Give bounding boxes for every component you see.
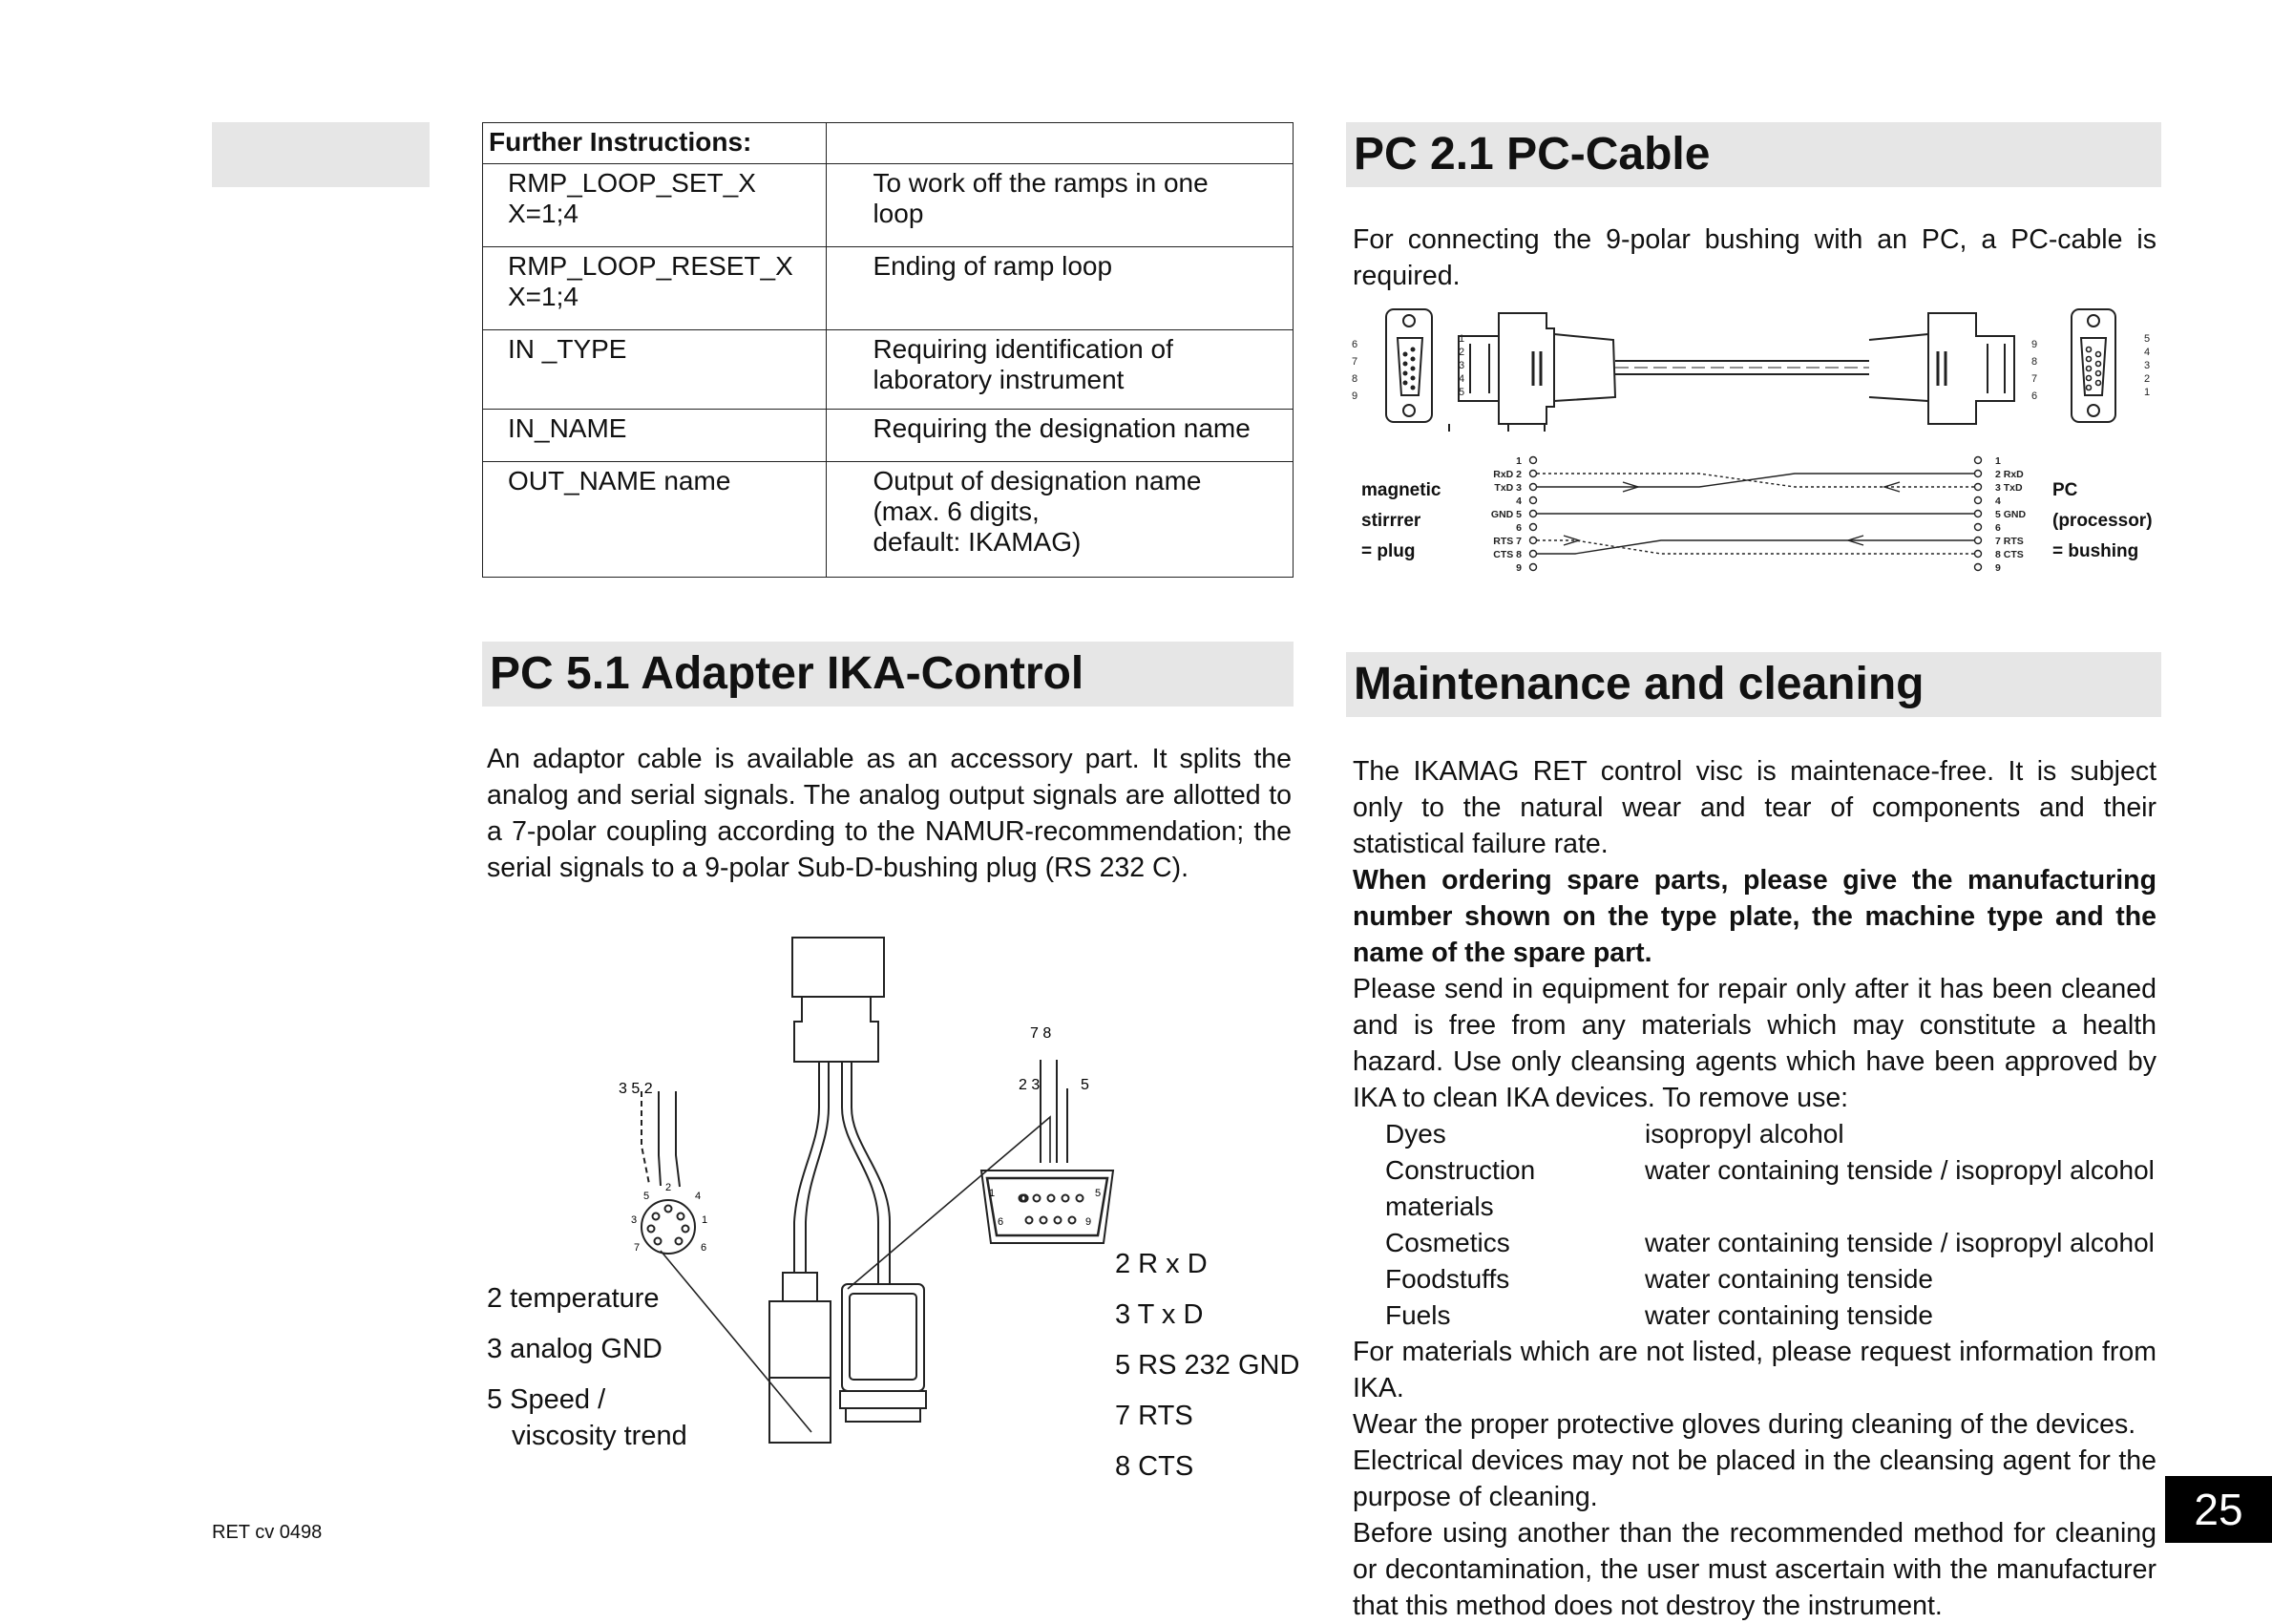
wiring-schematic [1470,453,2043,598]
pc-cable-heading: PC 2.1 PC-Cable [1346,122,2161,187]
left-pin: TxD 3 [1494,482,1522,494]
plug-label [1361,475,1441,567]
right-legend [1115,1239,1299,1492]
round-pin-2: 2 [665,1182,672,1193]
description-cell: To work off the ramps in one loop [827,164,1294,247]
material: Construction materials [1385,1155,1536,1221]
maintenance-paragraph: The IKAMAG RET control visc is maintenace-free. It is subject only to the natural wear and tear of components and their statistical failure rate. [1353,756,2156,859]
round-pin-5: 5 [643,1191,650,1202]
round-pin-labels: 3 5 2 [619,1081,653,1097]
cleaning-agent: water containing tenside / isopropyl alcohol [1645,1155,2155,1185]
round-pin-4: 4 [695,1191,702,1202]
maintenance-paragraph: Before using another than the recommended method for cleaning or decontamination, the user must ascertain with the manufacturer that this method does not destroy the instrument. [1353,1518,2156,1621]
plug-num: 3 [1459,360,1465,371]
description-cell: Output of designation name (max. 6 digits, default: IKAMAG) [827,462,1294,578]
left-pin: RxD 2 [1493,469,1522,480]
plug-num: 9 [1352,390,1358,402]
materials-list [1353,1116,2156,1334]
table-row [483,330,1294,410]
material: Dyes [1385,1119,1446,1149]
plug-label-line: = plug [1361,541,1416,561]
subd-pin-6: 6 [998,1216,1004,1228]
pc-cable-text: For connecting the 9-polar bushing with an PC, a PC-cable is required. [1353,224,2156,291]
list-item [1353,1225,2156,1261]
table-row [483,247,1294,330]
left-pin: CTS 8 [1493,549,1522,560]
maintenance-paragraph: Electrical devices may not be placed in the cleansing agent for the purpose of cleaning. [1353,1445,2156,1512]
subd-pin-9: 9 [1085,1216,1092,1228]
plug-num: 7 [1352,356,1358,368]
right-pin: 2 RxD [1995,469,2024,480]
left-pin: GND 5 [1490,509,1522,520]
right-pin: 6 [1995,522,2001,534]
cleaning-agent: water containing tenside / isopropyl alcohol [1645,1228,2155,1257]
plug-num: 8 [1352,373,1358,385]
plug-num: 7 [2031,373,2038,385]
plug-num: 4 [2144,347,2151,358]
right-pin: 9 [1995,562,2001,574]
material: Cosmetics [1385,1228,1510,1257]
right-pin: 7 RTS [1995,536,2024,547]
round-pin-7: 7 [634,1242,641,1254]
left-legend [487,1274,687,1454]
plug-num: 1 [1459,333,1465,345]
legend-item: 3 analog GND [487,1334,663,1364]
bushing-label-line: PC [2052,480,2078,500]
plug-num: 1 [2144,387,2151,398]
list-item [1353,1261,2156,1297]
legend-item: 5 Speed / [487,1384,606,1415]
list-item [1353,1116,2156,1152]
description-cell: Requiring identification of laboratory instrument [827,330,1294,410]
adapter-text: An adaptor cable is available as an accessory part. It splits the analog and serial signals. The analog output signals are allotted to a 7-polar coupling according to the NAMUR-recommendation; the serial signals to a 9-polar Sub-D-bushing plug (RS 232 C). [487,744,1292,883]
legend-item: 2 temperature [487,1283,660,1314]
left-pin: 6 [1516,522,1522,534]
plug-label-line: magnetic [1361,480,1441,500]
command-cell: RMP_LOOP_SET_X X=1;4 [483,164,827,247]
bushing-label-line: (processor) [2052,511,2153,531]
list-item [1353,1297,2156,1334]
right-pin: 4 [1995,496,2001,507]
legend-item: 2 R x D [1115,1249,1208,1279]
subd-pin-5: 5 [1095,1188,1102,1199]
plug-num: 5 [1459,387,1465,398]
table-header-empty [827,123,1294,164]
maintenance-paragraph: For materials which are not listed, please request information from IKA. [1353,1337,2156,1403]
material: Foodstuffs [1385,1264,1510,1294]
legend-item: 5 RS 232 GND [1115,1350,1300,1381]
margin-tab [212,122,430,187]
subd-pin-label-5: 5 [1081,1077,1089,1093]
pc-cable-drawing [1346,302,2167,435]
document-code: RET cv 0498 [212,1522,323,1543]
maintenance-paragraph: Wear the proper protective gloves during cleaning of the devices. [1353,1409,2136,1440]
table-row [483,410,1294,462]
plug-num: 4 [1459,373,1465,385]
command-cell: RMP_LOOP_RESET_X X=1;4 [483,247,827,330]
left-pin: RTS 7 [1493,536,1522,547]
cleaning-agent: water containing tenside [1645,1264,1933,1294]
subd-pin-labels-mid: 2 3 [1019,1077,1041,1093]
description-cell: Requiring the designation name [827,410,1294,462]
table-header: Further Instructions: [483,123,827,164]
right-pin: 1 [1995,455,2001,467]
plug-num: 6 [2031,390,2038,402]
spare-parts-note: When ordering spare parts, please give the manufacturing number shown on the type plate, the machine type and the name of the spare part. [1353,865,2156,968]
plug-num: 6 [1352,339,1358,350]
material: Fuels [1385,1300,1451,1330]
right-pin: 3 TxD [1995,482,2023,494]
adapter-heading: PC 5.1 Adapter IKA-Control [482,642,1294,707]
plug-num: 5 [2144,333,2151,345]
maintenance-text [1353,753,2156,1624]
maintenance-heading: Maintenance and cleaning [1346,652,2161,717]
legend-item: 3 T x D [1115,1299,1204,1330]
bushing-label [2052,475,2153,567]
right-pin: 5 GND [1995,509,2027,520]
legend-item: 7 RTS [1115,1401,1193,1431]
round-pin-3: 3 [631,1214,638,1226]
cleaning-agent: water containing tenside [1645,1300,1933,1330]
subd-pin-labels-top: 7 8 [1030,1025,1052,1042]
plug-num: 2 [1459,347,1465,358]
plug-num: 9 [2031,339,2038,350]
legend-item: 8 CTS [1115,1451,1194,1482]
round-pin-1: 1 [702,1214,708,1226]
legend-item: viscosity trend [512,1421,687,1451]
maintenance-paragraph: Please send in equipment for repair only after it has been cleaned and is free from any materials which may constitute a health hazard. Use only cleansing agents which have been approved by IKA to clean IKA devices. To remove use: [1353,974,2156,1113]
list-item [1353,1152,2156,1225]
command-cell: OUT_NAME name [483,462,827,578]
command-cell: IN _TYPE [483,330,827,410]
command-cell: IN_NAME [483,410,827,462]
plug-num: 2 [2144,373,2151,385]
page-number: 25 [2165,1476,2272,1543]
left-pin: 4 [1516,496,1522,507]
bushing-label-line: = bushing [2052,541,2139,561]
plug-num: 8 [2031,356,2038,368]
table-row [483,164,1294,247]
description-cell: Ending of ramp loop [827,247,1294,330]
left-pin: 9 [1516,562,1522,574]
subd-pin-1: 1 [989,1188,996,1199]
plug-label-line: stirrrer [1361,511,1421,531]
left-pin: 1 [1516,455,1522,467]
cleaning-agent: isopropyl alcohol [1645,1119,1844,1149]
round-pin-6: 6 [701,1242,707,1254]
table-row [483,462,1294,578]
instructions-table [482,122,1294,578]
plug-num: 3 [2144,360,2151,371]
right-pin: 8 CTS [1995,549,2024,560]
